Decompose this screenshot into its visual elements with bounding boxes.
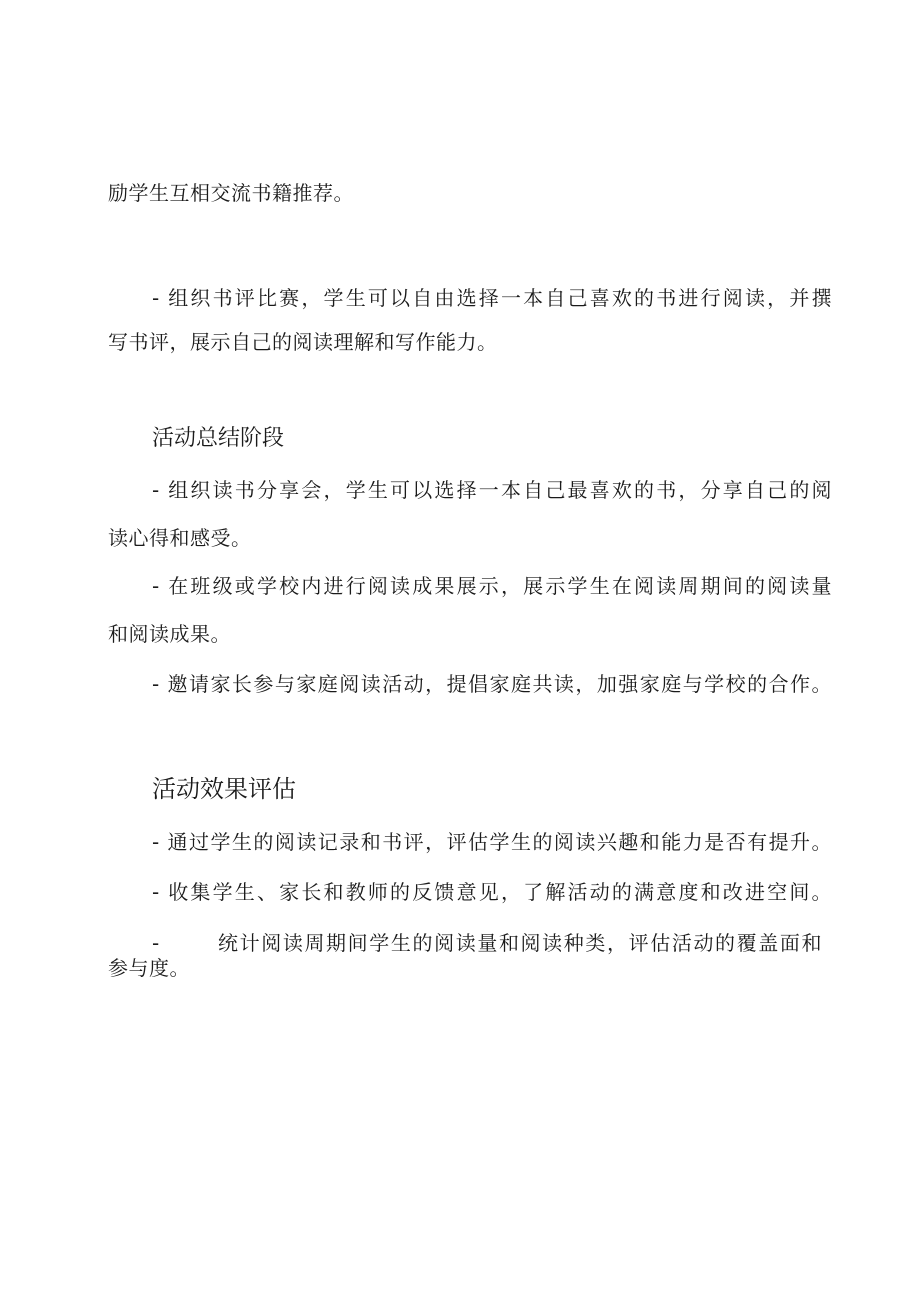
paragraph-line: 写书评，展示自己的阅读理解和写作能力。 xyxy=(108,330,498,354)
list-item-line: - 邀请家长参与家庭阅读活动，提倡家庭共读，加强家庭与学校的合作。 xyxy=(152,672,832,696)
list-item-line: - 收集学生、家长和教师的反馈意见，了解活动的满意度和改进空间。 xyxy=(152,880,832,904)
paragraph-line: 励学生互相交流书籍推荐。 xyxy=(108,181,354,205)
list-item-line: - 组织读书分享会，学生可以选择一本自己最喜欢的书，分享自己的阅 xyxy=(152,478,832,502)
list-item-line: 和阅读成果。 xyxy=(108,622,231,646)
list-dash: - xyxy=(152,931,160,955)
section-heading-evaluation: 活动效果评估 xyxy=(152,775,296,803)
list-item-line: 统计阅读周期间学生的阅读量和阅读种类，评估活动的覆盖面和 xyxy=(218,931,822,955)
list-item-line: 读心得和感受。 xyxy=(108,526,252,550)
paragraph-line: - 组织书评比赛，学生可以自由选择一本自己喜欢的书进行阅读，并撰 xyxy=(152,286,832,310)
list-item-line: - 在班级或学校内进行阅读成果展示，展示学生在阅读周期间的阅读量 xyxy=(152,574,832,598)
list-item-line: 参与度。 xyxy=(108,956,190,980)
list-item-line: - 通过学生的阅读记录和书评，评估学生的阅读兴趣和能力是否有提升。 xyxy=(152,830,832,854)
section-heading-summary: 活动总结阶段 xyxy=(152,426,285,451)
